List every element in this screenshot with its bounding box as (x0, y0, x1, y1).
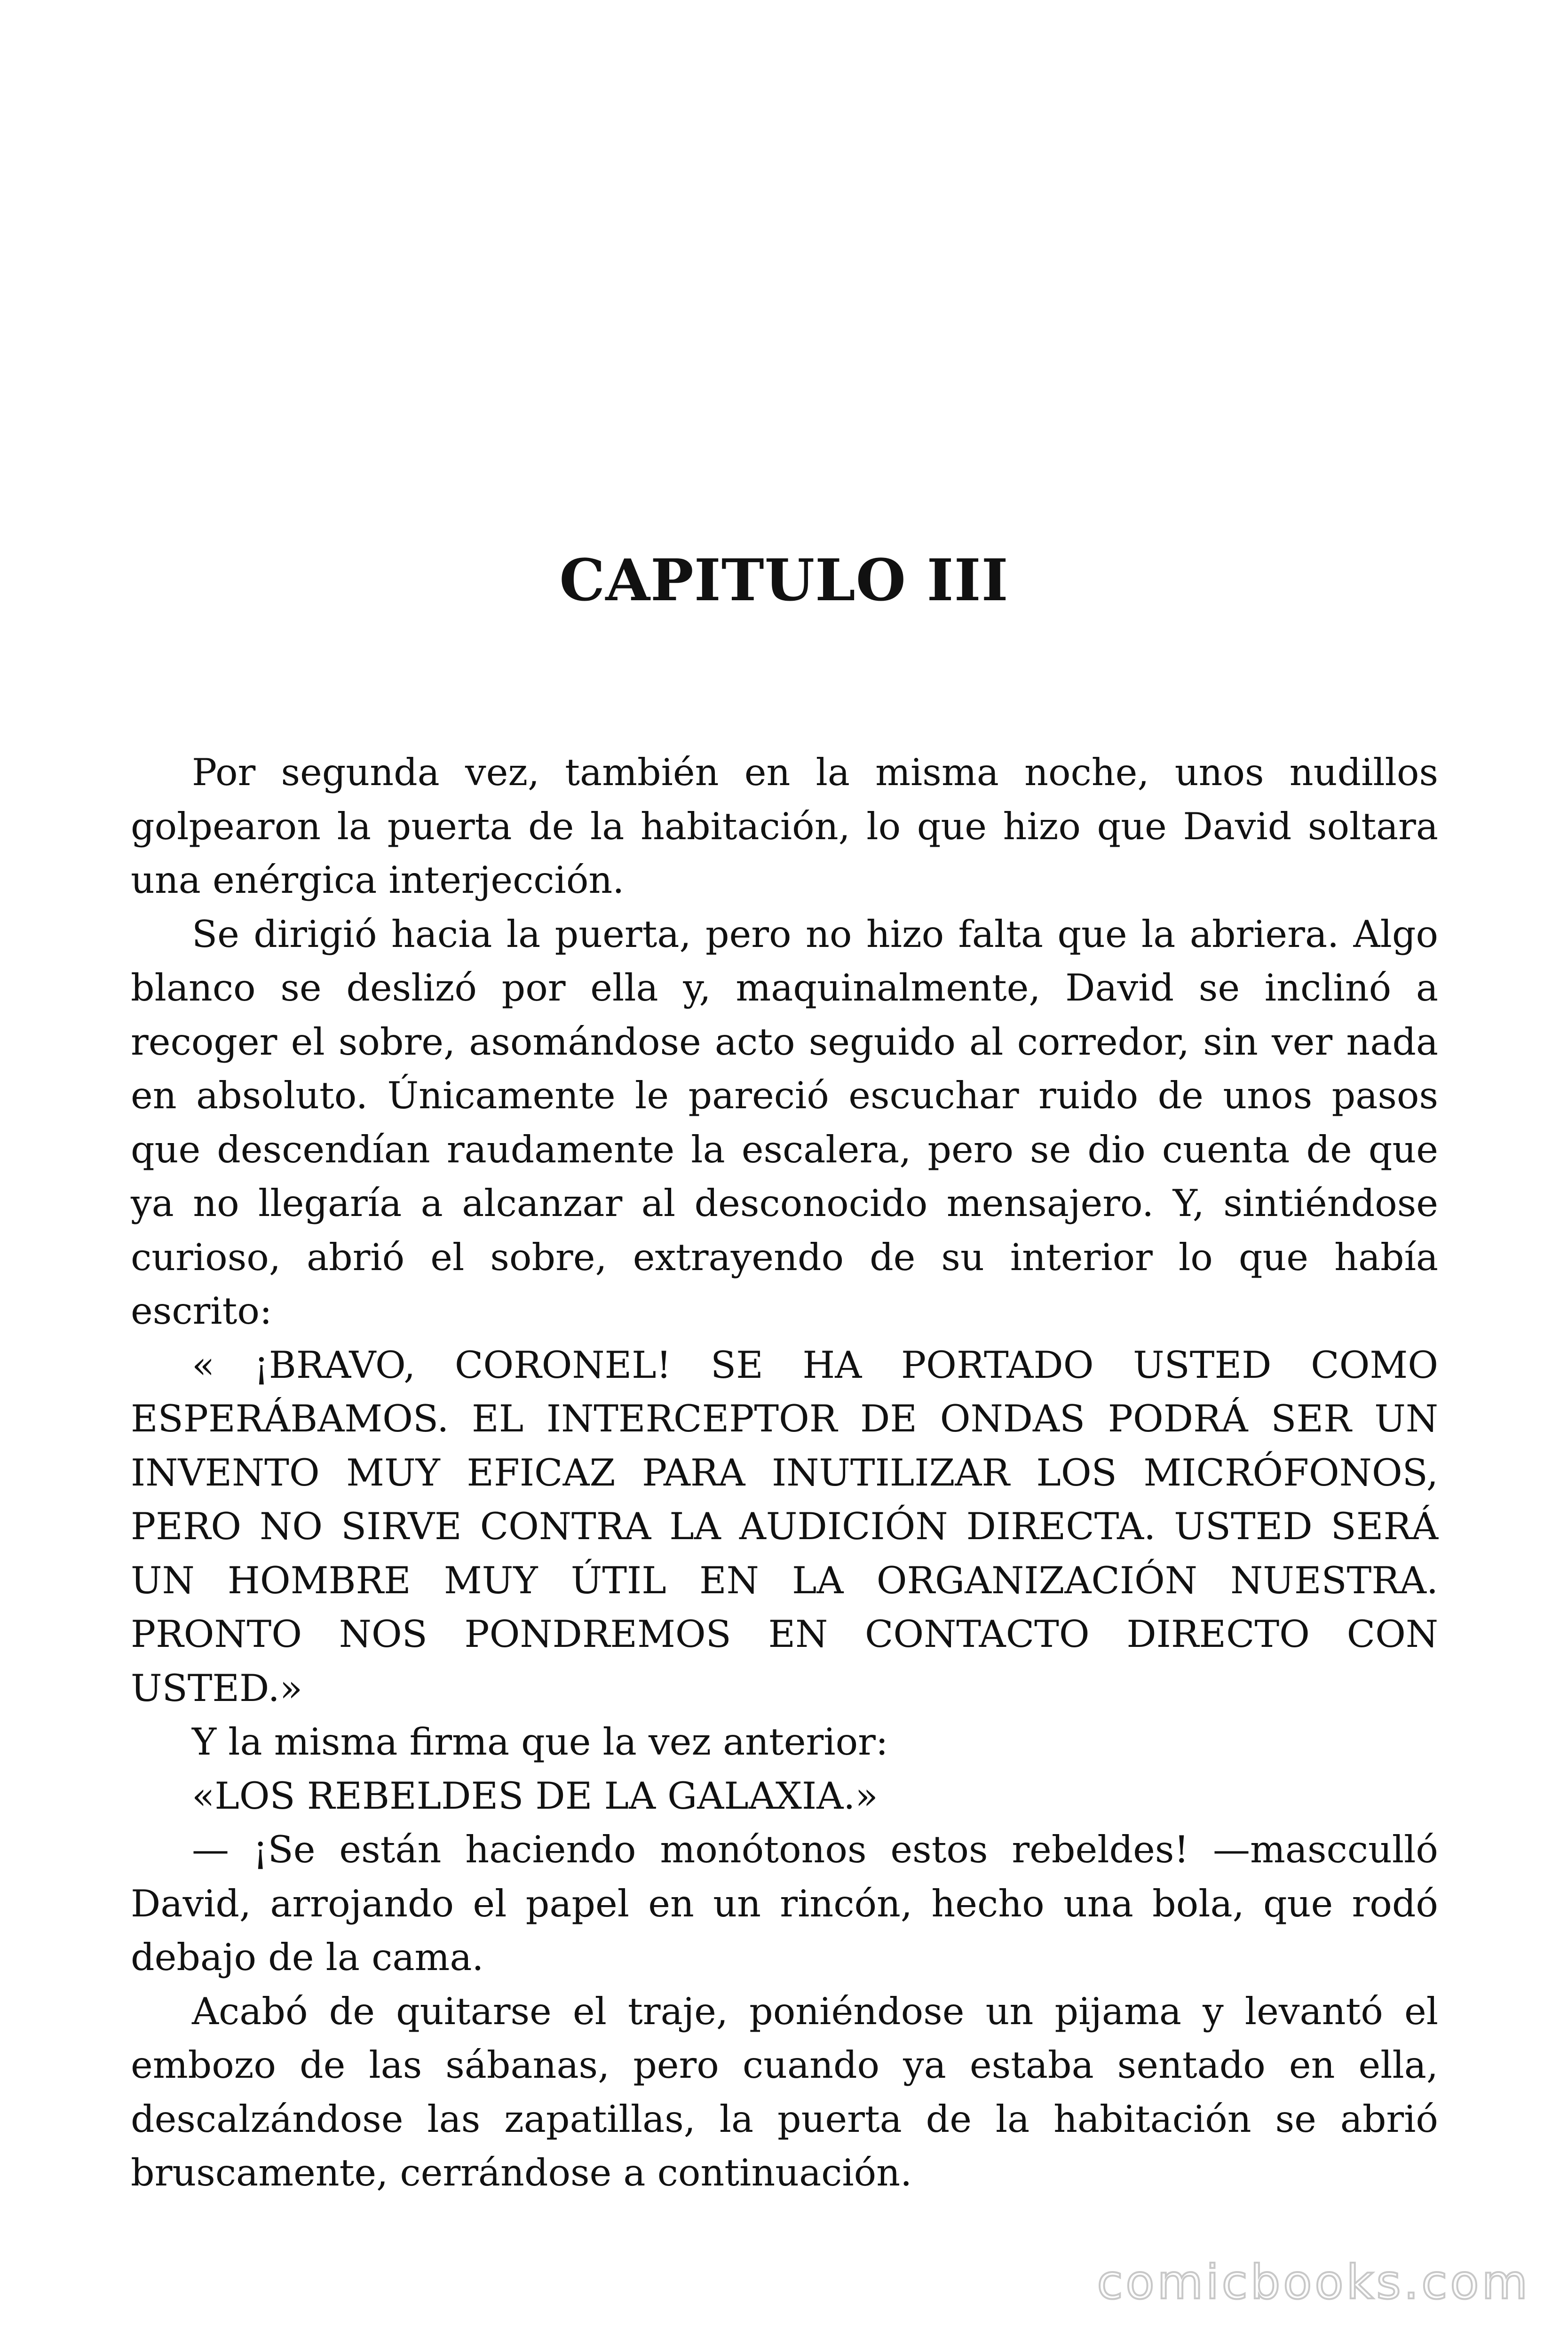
paragraph: «LOS REBELDES DE LA GALAXIA.» (192, 1774, 878, 1818)
paragraph: Y la misma firma que la vez anterior: (192, 1720, 888, 1764)
paragraph: — ¡Se están haciendo monótonos estos rebeldes! —mascculló David, arrojando el papel en un rincón, hecho una bola, que rodó debajo de la cama. (131, 1828, 1438, 1979)
paragraph: Se dirigió hacia la puerta, pero no hizo falta que la abriera. Algo blanco se deslizó por ella y, maquinalmente, David se inclinó a recoger el sobre, asomándose acto seguido al corredor, sin ver nada en absoluto. Únicamente le pareció escuchar ruido de unos pasos que descendían raudamente la escalera, pero se dio cuenta de que ya no llegaría a alcanzar al desconocido mensajero. Y, sintiéndose curioso, abrió el sobre, extrayendo de su interior lo que había escrito: (131, 912, 1438, 1333)
paragraph: Por segunda vez, también en la misma noche, unos nudillos golpearon la puerta de la habitación, lo que hizo que David soltara una enérgica interjección. (131, 751, 1438, 902)
paragraph: Acabó de quitarse el traje, poniéndose un pijama y levantó el embozo de las sábanas, pero cuando ya estaba sentado en ella, descalzándose las zapatillas, la puerta de la habitación se abrió bruscamente, cerrándose a continuación. (131, 1989, 1438, 2194)
chapter-title: CAPITULO III (559, 546, 1009, 614)
watermark: comicbooks.com (1097, 2255, 1530, 2310)
chapter-body (131, 746, 1438, 2200)
paragraph: « ¡BRAVO, CORONEL! SE HA PORTADO USTED COMO ESPERÁBAMOS. EL INTERCEPTOR DE ONDAS PODRÁ SER UN INVENTO MUY EFICAZ PARA INUTILIZAR LOS MICRÓFONOS, PERO NO SIRVE CONTRA LA AUDICIÓN DIRECTA. USTED SERÁ UN HOMBRE MUY ÚTIL EN LA ORGANIZACIÓN NUESTRA. PRONTO NOS PONDREMOS EN CONTACTO DIRECTO CON USTED.» (131, 1343, 1438, 1710)
